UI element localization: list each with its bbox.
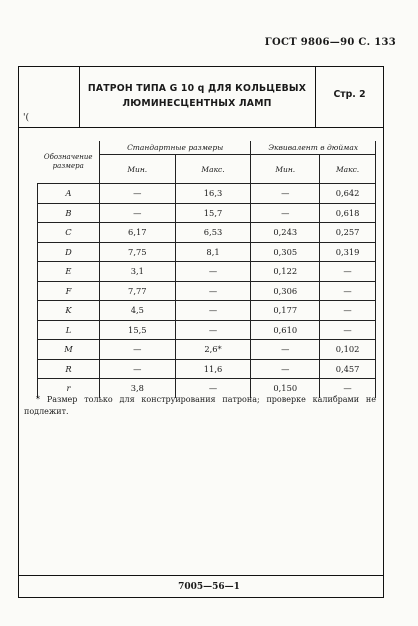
table-row	[38, 320, 376, 340]
std-min-cell: —	[99, 359, 175, 379]
inch-max-cell: 0,102	[320, 340, 376, 360]
table-row	[38, 262, 376, 282]
page-label: Стр. 2	[333, 89, 366, 100]
std-min-cell: —	[99, 203, 175, 223]
inch-min-cell: 0,122	[251, 262, 320, 282]
inch-max-cell: —	[320, 301, 376, 321]
inch-max-cell: 0,257	[320, 223, 376, 243]
std-min-cell: 3,1	[99, 262, 175, 282]
inch-min-cell: —	[251, 184, 320, 204]
footnote: * Размер только для конструирования патрона; проверке калибрами не подлежит.	[24, 395, 376, 416]
std-max-cell: 16,3	[175, 184, 251, 204]
std-min-cell: —	[99, 184, 175, 204]
inch-min-cell: 0,305	[251, 242, 320, 262]
std-max-header: Макс.	[175, 155, 251, 184]
std-max-cell: —	[175, 281, 251, 301]
sheet-title	[80, 81, 314, 111]
inch-min-cell: 0,306	[251, 281, 320, 301]
std-min-cell: —	[99, 340, 175, 360]
inch-max-cell: 0,319	[320, 242, 376, 262]
table-row	[38, 340, 376, 360]
inch-min-cell: —	[251, 203, 320, 223]
table-row	[38, 359, 376, 379]
inch-max-cell: 0,642	[320, 184, 376, 204]
designation-column-header: Обозначение размера	[38, 141, 100, 184]
inch-max-cell: —	[320, 320, 376, 340]
print-code: 7005—56—1	[178, 582, 240, 592]
inch-max-cell: —	[320, 379, 376, 398]
standard-reference: ГОСТ 9806—90 С. 133	[264, 37, 396, 48]
std-max-cell: 11,6	[175, 359, 251, 379]
inch-min-cell: 0,150	[251, 379, 320, 398]
inch-min-cell: 0,243	[251, 223, 320, 243]
std-min-header: Мин.	[99, 155, 175, 184]
inch-min-cell: 0,177	[251, 301, 320, 321]
designation-cell: L	[38, 320, 100, 340]
standard-dimensions-header: Стандартные размеры	[99, 141, 250, 155]
designation-cell: K	[38, 301, 100, 321]
std-max-cell: 15,7	[175, 203, 251, 223]
std-min-cell: 7,77	[99, 281, 175, 301]
designation-cell: M	[38, 340, 100, 360]
table-group-header-row	[38, 141, 376, 155]
sheet-title-line-2: ЛЮМИНЕСЦЕНТНЫХ ЛАМП	[122, 98, 272, 109]
sheet-frame	[18, 66, 384, 598]
inch-max-cell: —	[320, 281, 376, 301]
designation-cell: E	[38, 262, 100, 282]
table-row	[38, 223, 376, 243]
std-max-cell: —	[175, 262, 251, 282]
inch-min-header: Мин.	[251, 155, 320, 184]
designation-cell: A	[38, 184, 100, 204]
table-row	[38, 203, 376, 223]
inch-max-cell: 0,457	[320, 359, 376, 379]
inch-max-cell: 0,618	[320, 203, 376, 223]
inch-max-header: Макс.	[320, 155, 376, 184]
std-max-cell: —	[175, 320, 251, 340]
std-min-cell: 3,8	[99, 379, 175, 398]
inch-min-cell: —	[251, 359, 320, 379]
table-row	[38, 301, 376, 321]
title-block	[19, 67, 383, 128]
designation-cell: F	[38, 281, 100, 301]
std-min-cell: 6,17	[99, 223, 175, 243]
std-min-cell: 7,75	[99, 242, 175, 262]
inch-max-cell: —	[320, 262, 376, 282]
designation-cell: R	[38, 359, 100, 379]
table-row	[38, 184, 376, 204]
table-row	[38, 281, 376, 301]
dimensions-table	[37, 141, 376, 398]
designation-cell: r	[38, 379, 100, 398]
std-max-cell: —	[175, 301, 251, 321]
std-max-cell: —	[175, 379, 251, 398]
std-min-cell: 4,5	[99, 301, 175, 321]
designation-cell: C	[38, 223, 100, 243]
std-min-cell: 15,5	[99, 320, 175, 340]
margin-mark: '(	[23, 113, 29, 123]
std-max-cell: 6,53	[175, 223, 251, 243]
inch-equivalent-header: Эквивалент в дюймах	[251, 141, 376, 155]
bottom-rule	[19, 575, 383, 576]
designation-cell: D	[38, 242, 100, 262]
table-row	[38, 242, 376, 262]
std-max-cell: 2,6*	[175, 340, 251, 360]
std-max-cell: 8,1	[175, 242, 251, 262]
sheet-title-line-1: ПАТРОН ТИПА G 10 q ДЛЯ КОЛЬЦЕВЫХ	[87, 83, 307, 94]
designation-cell: B	[38, 203, 100, 223]
inch-min-cell: —	[251, 340, 320, 360]
inch-min-cell: 0,610	[251, 320, 320, 340]
